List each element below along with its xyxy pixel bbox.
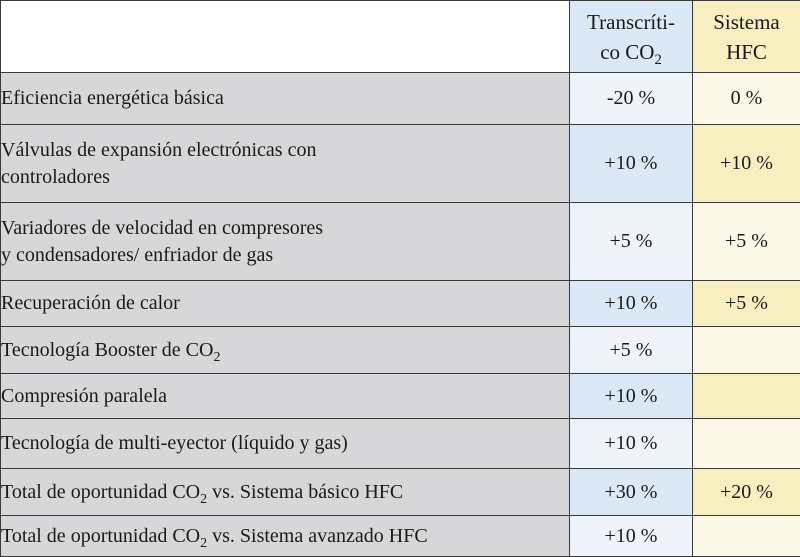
row-label: Tecnología de multi-eyector (líquido y gas) xyxy=(1,419,570,469)
table-row xyxy=(1,516,800,557)
header-row xyxy=(1,1,800,73)
hfc-value: 0 % xyxy=(693,73,800,125)
header-co2-line1: Transcríti- xyxy=(587,10,675,34)
co2-value: +10 % xyxy=(570,419,693,469)
co2-value: +5 % xyxy=(570,203,693,281)
row-label-line2: y condensadores/ enfriador de gas xyxy=(1,244,273,266)
row-label-line2: controladores xyxy=(1,166,110,188)
table-row xyxy=(1,73,800,125)
table-row xyxy=(1,203,800,281)
row-label-text-after: vs. Sistema avanzado HFC xyxy=(207,525,428,547)
hfc-value xyxy=(693,374,800,419)
table-row xyxy=(1,469,800,516)
hfc-value: +5 % xyxy=(693,203,800,281)
row-label-text: Total de oportunidad CO xyxy=(1,481,200,503)
row-label xyxy=(1,469,570,516)
hfc-value xyxy=(693,327,800,374)
co2-value: +10 % xyxy=(570,516,693,557)
header-hfc-line1: Sistema xyxy=(713,10,780,34)
co2-value: -20 % xyxy=(570,73,693,125)
row-label-subscript: 2 xyxy=(213,350,220,365)
table-row xyxy=(1,374,800,419)
row-label-text-after: vs. Sistema básico HFC xyxy=(207,481,403,503)
hfc-value: +10 % xyxy=(693,125,800,203)
header-co2-subscript: 2 xyxy=(654,52,661,68)
co2-value: +30 % xyxy=(570,469,693,516)
table-row xyxy=(1,327,800,374)
row-label: Compresión paralela xyxy=(1,374,570,419)
table-row xyxy=(1,281,800,327)
row-label-line1: Válvulas de expansión electrónicas con xyxy=(1,139,316,161)
table-row xyxy=(1,419,800,469)
row-label-text: Total de oportunidad CO xyxy=(1,525,200,547)
row-label-line1: Variadores de velocidad en compresores xyxy=(1,217,323,239)
table-row xyxy=(1,125,800,203)
hfc-value xyxy=(693,516,800,557)
co2-value: +5 % xyxy=(570,327,693,374)
header-hfc-system xyxy=(693,1,800,73)
row-label-text: Tecnología Booster de CO xyxy=(1,339,213,361)
row-label: Eficiencia energética básica xyxy=(1,73,570,125)
co2-value: +10 % xyxy=(570,374,693,419)
row-label-subscript: 2 xyxy=(200,536,207,551)
row-label: Recuperación de calor xyxy=(1,281,570,327)
header-co2-text: co CO xyxy=(600,40,654,64)
header-hfc-line2: HFC xyxy=(726,40,767,64)
row-label xyxy=(1,516,570,557)
header-blank-cell xyxy=(1,1,570,73)
header-co2-line2 xyxy=(600,40,662,64)
row-label xyxy=(1,125,570,203)
co2-value: +10 % xyxy=(570,281,693,327)
hfc-value: +20 % xyxy=(693,469,800,516)
row-label-subscript: 2 xyxy=(200,492,207,507)
row-label xyxy=(1,327,570,374)
co2-value: +10 % xyxy=(570,125,693,203)
header-transcritical-co2 xyxy=(570,1,693,73)
hfc-value: +5 % xyxy=(693,281,800,327)
hfc-value xyxy=(693,419,800,469)
row-label xyxy=(1,203,570,281)
